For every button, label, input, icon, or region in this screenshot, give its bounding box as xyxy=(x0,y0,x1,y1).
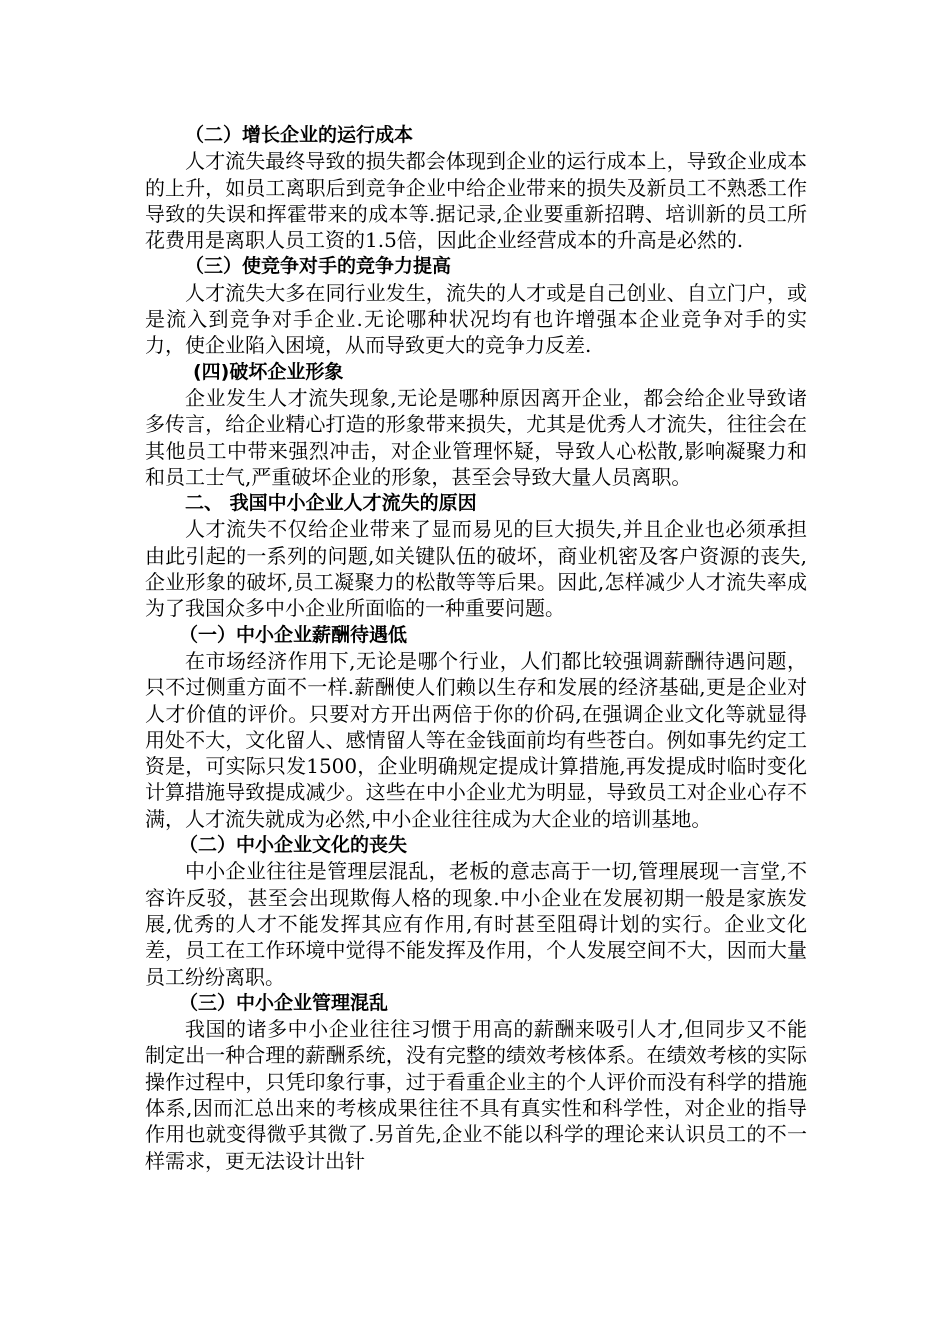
section-paragraph-competitor: 人才流失大多在同行业发生，流失的人才或是自己创业、自立门户，或是流入到竞争对手企业.无论哪种状况均有也许增强本企业竞争对手的实力，使企业陷入困境，从而导致更大的竞争力反差. xyxy=(145,280,807,358)
section-heading-competitor: （三）使竞争对手的竞争力提高 xyxy=(185,255,452,278)
section-heading-culture: （二）中小企业文化的丧失 xyxy=(179,834,408,857)
section-heading-causes: 二、 我国中小企业人才流失的原因 xyxy=(185,492,477,515)
section-heading-salary: （一）中小企业薪酬待遇低 xyxy=(179,623,408,646)
section-paragraph-causes: 人才流失不仅给企业带来了显而易见的巨大损失,并且企业也必须承担由此引起的一系列的问题,如关键队伍的破坏，商业机密及客户资源的丧失,企业形象的破坏,员工凝聚力的松散等等后果。因此,怎样减少人才流失率成为了我国众多中小企业所面临的一种重要问题。 xyxy=(145,517,807,621)
section-paragraph-management: 我国的诸多中小企业往往习惯于用高的薪酬来吸引人才,但同步又不能制定出一种合理的薪酬系统，没有完整的绩效考核体系。在绩效考核的实际操作过程中，只凭印象行事，过于看重企业主的个人评价而没有科学的措施体系,因而汇总出来的考核成果往往不具有真实性和科学性，对企业的指导作用也就变得微乎其微了.另首先,企业不能以科学的理论来认识员工的不一样需求，更无法设计出针 xyxy=(145,1017,807,1173)
section-heading-image: (四)破坏企业形象 xyxy=(193,360,344,383)
section-paragraph-salary: 在市场经济作用下,无论是哪个行业，人们都比较强调薪酬待遇问题，只不过侧重方面不一样.薪酬使人们赖以生存和发展的经济基础,更是企业对人才价值的评价。只要对方开出两倍于你的价码,在强调企业文化等就显得用处不大，文化留人、感情留人等在金钱面前均有些苍白。例如事先约定工资是，可实际只发1500，企业明确规定提成计算措施,再发提成时临时变化计算措施导致提成减少。这些在中小企业尤为明显，导致员工对企业心存不满，人才流失就成为必然,中小企业往往成为大企业的培训基地。 xyxy=(145,648,807,831)
document-page xyxy=(145,122,807,1174)
section-paragraph-culture: 中小企业往往是管理层混乱，老板的意志高于一切,管理展现一言堂,不容许反驳，甚至会出现欺侮人格的现象.中小企业在发展初期一般是家族发展,优秀的人才不能发挥其应有作用,有时甚至阻碍计划的实行。企业文化差，员工在工作环境中觉得不能发挥及作用，个人发展空间不大，因而大量员工纷纷离职。 xyxy=(145,859,807,989)
section-paragraph-image: 企业发生人才流失现象,无论是哪种原因离开企业，都会给企业导致诸多传言，给企业精心打造的形象带来损失，尤其是优秀人才流失，往往会在其他员工中带来强烈冲击，对企业管理怀疑，导致人心松散,影响凝聚力和和员工士气,严重破坏企业的形象，甚至会导致大量人员离职。 xyxy=(145,385,807,489)
section-heading-management: （三）中小企业管理混乱 xyxy=(179,991,389,1014)
section-heading-operating-cost: （二）增长企业的运行成本 xyxy=(185,124,414,146)
section-paragraph-operating-cost: 人才流失最终导致的损失都会体现到企业的运行成本上，导致企业成本的上升，如员工离职后到竞争企业中给企业带来的损失及新员工不熟悉工作导致的失误和挥霍带来的成本等.据记录,企业要重新招聘、培训新的员工所花费用是离职人员工资的1.5倍，因此企业经营成本的升高是必然的. xyxy=(145,149,807,253)
